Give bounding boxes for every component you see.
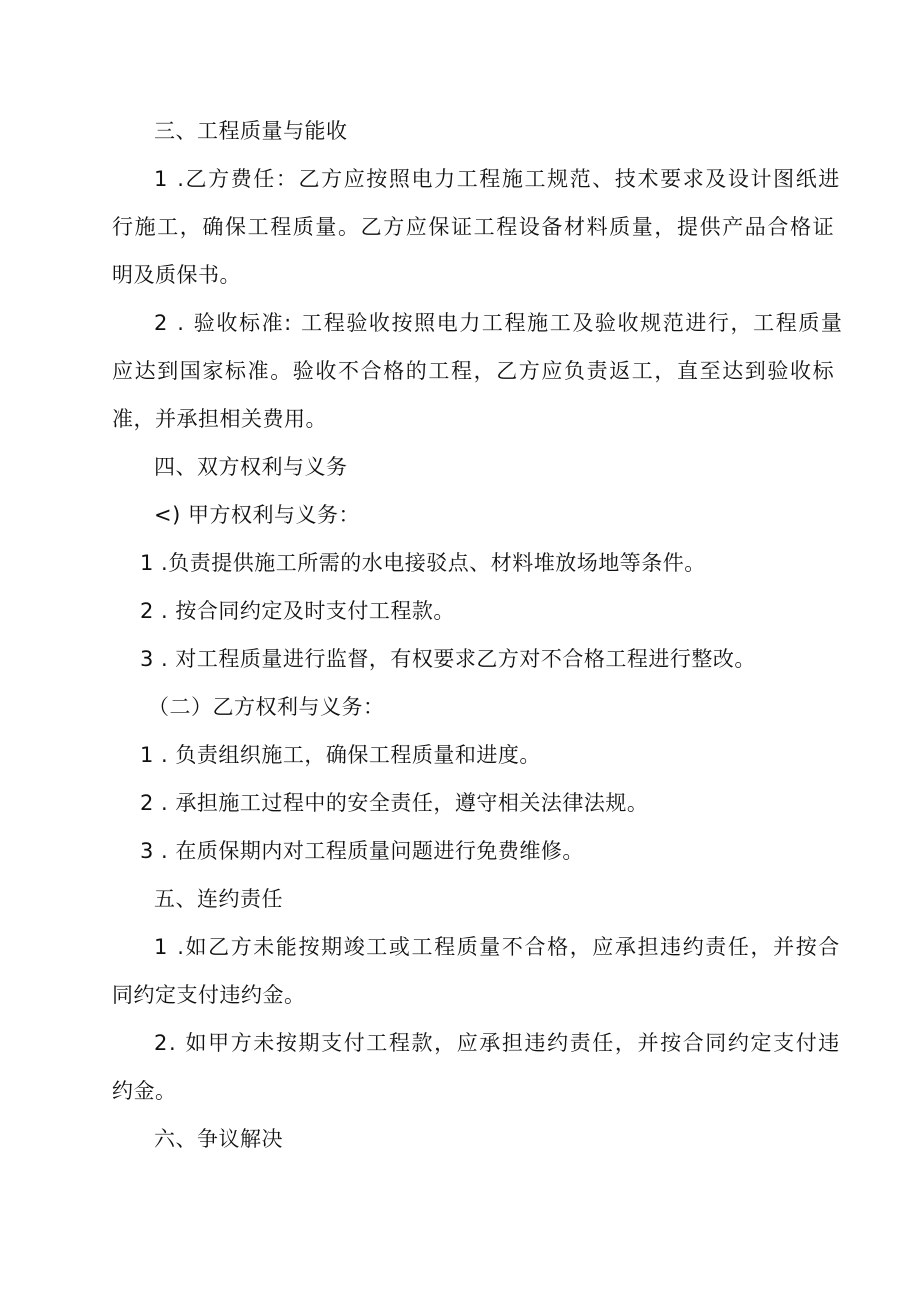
list-item: 1 .负责提供施工所需的水电接驳点、材料堆放场地等条件。 [140, 551, 706, 575]
paragraph-line: 明及质保书。 [112, 263, 241, 287]
paragraph-line: 1 .乙方费任：乙方应按照电力工程施工规范、技术要求及设计图纸进 [154, 167, 841, 191]
list-item: 2 . 承担施工过程中的安全责任，遵守相关法律法规。 [140, 791, 649, 815]
section-heading-dispute: 六、争议解决 [154, 1127, 283, 1151]
list-item: 3 . 在质保期内对工程质量问题进行免费维修。 [140, 839, 584, 863]
paragraph-line: 2 . 验收标准: 工程验收按照电力工程施工及验收规范进行，工程质量 [154, 311, 844, 335]
section-heading-quality: 三、工程质量与能收 [154, 119, 348, 143]
paragraph-line: 行施工，确保工程质量。乙方应保证工程设备材料质量，提供产品合格证 [112, 215, 836, 239]
list-item: 3 . 对工程质量进行监督，有权要求乙方对不合格工程进行整改。 [140, 647, 756, 671]
section-heading-rights: 四、双方权利与义务 [154, 455, 348, 479]
list-item: 2 . 按合同约定及时支付工程款。 [140, 599, 455, 623]
paragraph-line: 2. 如甲方未按期支付工程款，应承担违约责任，并按合同约定支付违 [154, 1031, 841, 1055]
list-item: 1 . 负责组织施工，确保工程质量和进度。 [140, 743, 541, 767]
section-heading-liability: 五、连约责任 [154, 887, 283, 911]
paragraph-line: 约金。 [112, 1079, 177, 1103]
subsection-heading-party-b: （二）乙方权利与义务： [148, 695, 385, 719]
paragraph-line: 应达到国家标准。验收不合格的工程，乙方应负责返工，直至达到验收标 [112, 359, 836, 383]
paragraph-line: 同约定支付违约金。 [112, 983, 306, 1007]
paragraph-line: 1 .如乙方未能按期竣工或工程质量不合格，应承担违约责任，并按合 [154, 935, 841, 959]
paragraph-line: 准，并承担相关费用。 [112, 407, 327, 431]
subsection-heading-party-a: <) 甲方权利与义务： [154, 503, 360, 527]
